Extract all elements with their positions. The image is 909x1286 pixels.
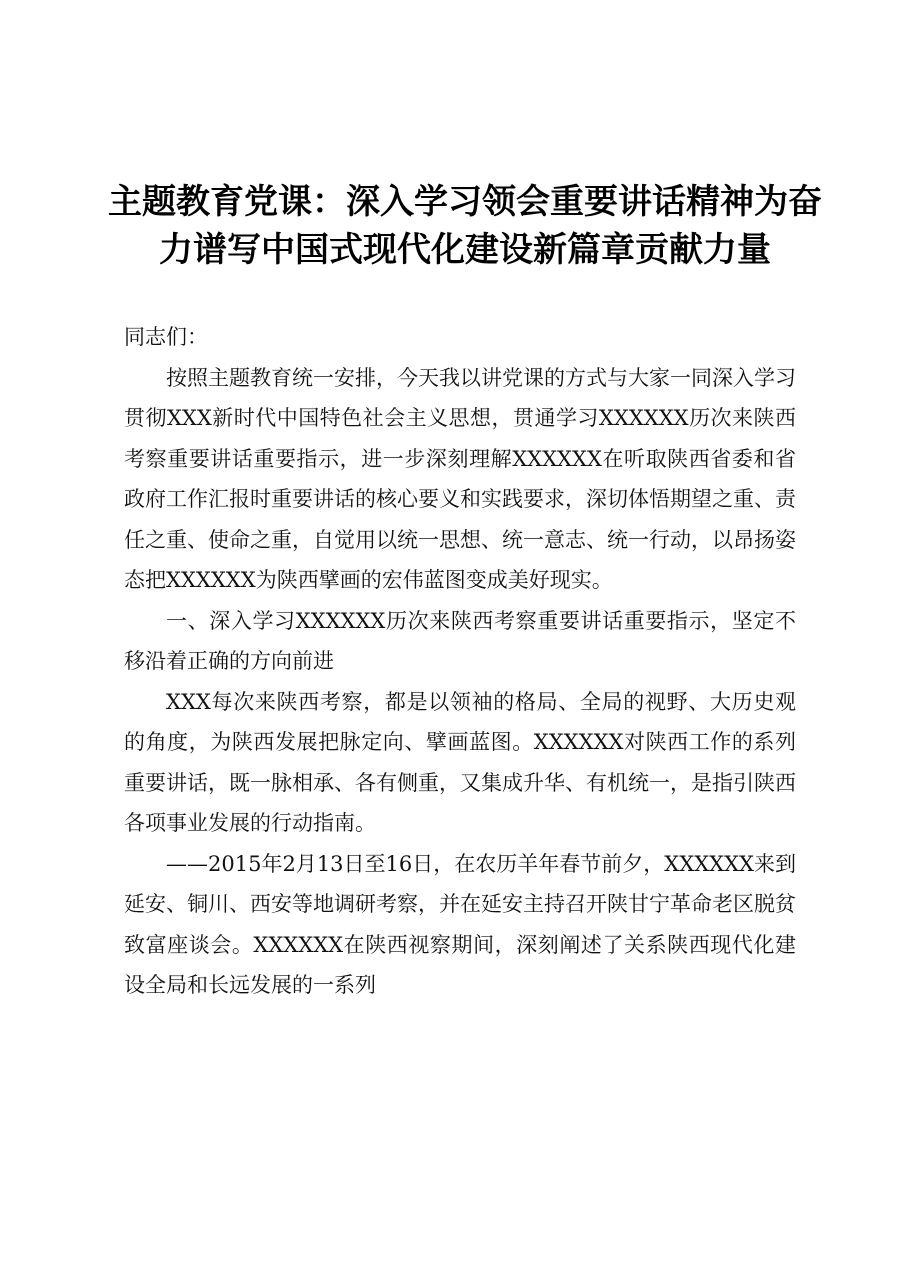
section-heading-1: 一、深入学习XXXXXX历次来陕西考察重要讲话重要指示，坚定不移沿着正确的方向前进	[124, 608, 796, 673]
salutation: 同志们：	[124, 325, 208, 349]
paragraph-2015-visit: ——2015年2月13日至16日，在农历羊年春节前夕，XXXXXX来到延安、铜川、西安等地调研考察，并在延安主持召开陕甘宁革命老区脱贫致富座谈会。XXXXXX在陕西视察期间，深刻阐述了关系陕西现代化建设全局和长远发展的一系列	[124, 851, 796, 997]
document-title-line-2: 力谱写中国式现代化建设新篇章贡献力量	[159, 230, 771, 270]
paragraph-overview: XXX每次来陕西考察，都是以领袖的格局、全局的视野、大历史观的角度，为陕西发展把脉定向、擘画蓝图。XXXXXX对陕西工作的系列重要讲话，既一脉相承、各有侧重，又集成升华、有机统一，是指引陕西各项事业发展的行动指南。	[124, 689, 796, 835]
paragraph-intro: 按照主题教育统一安排，今天我以讲党课的方式与大家一同深入学习贯彻XXX新时代中国特色社会主义思想，贯通学习XXXXXX历次来陕西考察重要讲话重要指示，进一步深刻理解XXXXXX在听取陕西省委和省政府工作汇报时重要讲话的核心要义和实践要求，深切体悟期望之重、责任之重、使命之重，自觉用以统一思想、统一意志、统一行动，以昂扬姿态把XXXXXX为陕西擘画的宏伟蓝图变成美好现实。	[124, 365, 796, 592]
document-title-line-1: 主题教育党课：深入学习领会重要讲话精神为奋	[108, 182, 822, 222]
document-body	[124, 317, 796, 1006]
